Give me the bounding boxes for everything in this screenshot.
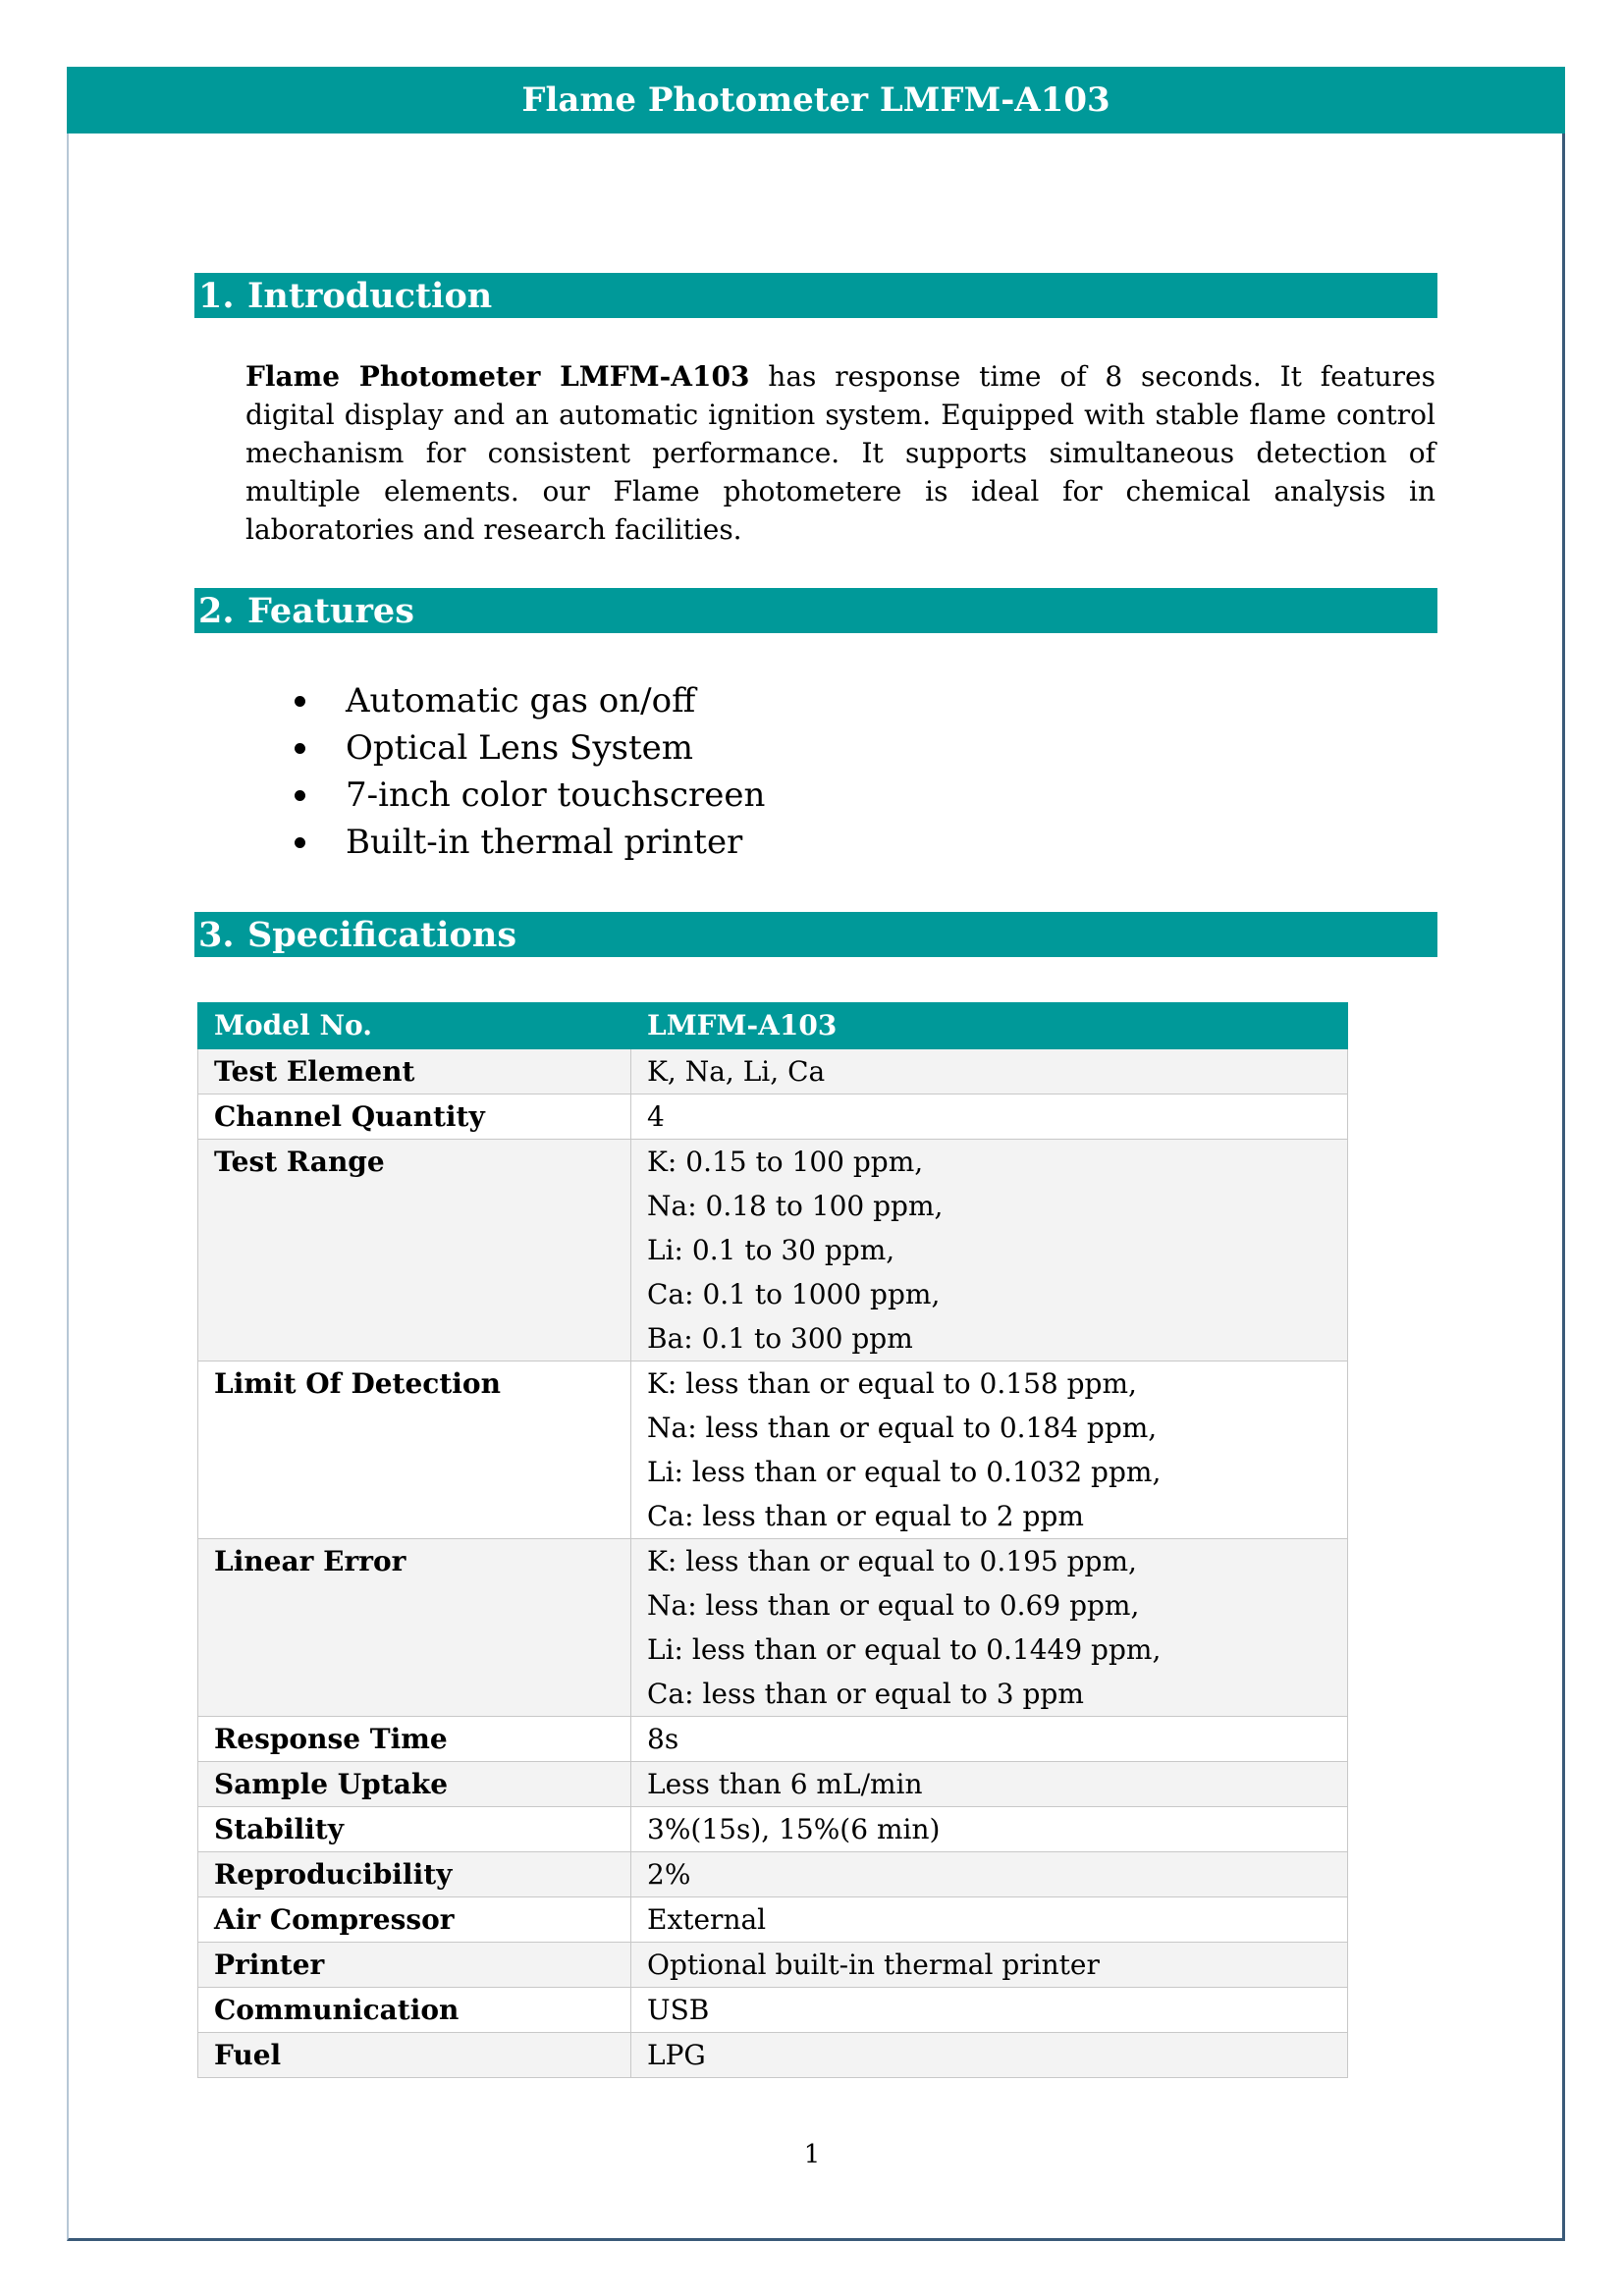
table-row [198, 1095, 1348, 1140]
spec-key-cell: Printer [198, 1943, 631, 1988]
section-number: 1. [198, 275, 235, 316]
table-row [198, 1717, 1348, 1762]
section-number: 3. [198, 914, 235, 955]
page-number: 1 [803, 2140, 821, 2169]
spec-value-line: 3%(15s), 15%(6 min) [647, 1813, 941, 1845]
spec-value-cell [631, 1362, 1348, 1539]
document-title-text: Flame Photometer LMFM-A103 [521, 80, 1110, 120]
table-header-key: Model No. [198, 1003, 631, 1049]
table-row [198, 1362, 1348, 1539]
spec-value-line: K: less than or equal to 0.195 ppm, [647, 1545, 1137, 1577]
feature-text: Automatic gas on/off [346, 681, 696, 721]
spec-value-line: K: less than or equal to 0.158 ppm, [647, 1367, 1137, 1400]
list-item [295, 724, 765, 772]
section-header-specifications [194, 912, 1437, 957]
table-row [198, 1897, 1348, 1943]
spec-value-line: 2% [647, 1858, 691, 1891]
bullet-icon [295, 743, 305, 754]
spec-value-line: LPG [647, 2039, 706, 2071]
spec-value-cell [631, 1807, 1348, 1852]
spec-value-line: Ba: 0.1 to 300 ppm [647, 1322, 913, 1355]
spec-key-cell: Fuel [198, 2033, 631, 2078]
spec-value-line: Less than 6 mL/min [647, 1768, 923, 1800]
spec-value-line: Ca: 0.1 to 1000 ppm, [647, 1278, 941, 1310]
list-item [295, 772, 765, 819]
table-row [198, 1852, 1348, 1897]
spec-value-line: USB [647, 1994, 710, 2026]
section-title: Introduction [247, 275, 493, 316]
introduction-body: has response time of 8 seconds. It features digital display and an automatic ignition system. Equipped with stable flame control mechanism for consistent performance. It supports simultaneous detection of multiple elements. our Flame photometere is ideal for chemical analysis in laboratories and research facilities. [245, 360, 1435, 546]
list-item [295, 677, 765, 724]
bullet-icon [295, 837, 305, 848]
spec-key-cell: Channel Quantity [198, 1095, 631, 1140]
bullet-icon [295, 790, 305, 801]
table-row [198, 1807, 1348, 1852]
table-row [198, 1539, 1348, 1717]
section-number: 2. [198, 590, 235, 631]
spec-value-cell [631, 2033, 1348, 2078]
spec-value-line: 8s [647, 1723, 679, 1755]
list-item [295, 819, 765, 866]
spec-value-line: Li: less than or equal to 0.1032 ppm, [647, 1456, 1162, 1488]
spec-value-line: Ca: less than or equal to 3 ppm [647, 1678, 1084, 1710]
feature-text: 7-inch color touchscreen [346, 775, 766, 815]
features-list [295, 677, 765, 866]
spec-value-line: 4 [647, 1100, 665, 1133]
spec-value-cell [631, 1988, 1348, 2033]
spec-value-line: Optional built-in thermal printer [647, 1949, 1100, 1981]
spec-value-cell [631, 1140, 1348, 1362]
spec-key-cell: Reproducibility [198, 1852, 631, 1897]
table-body [198, 1049, 1348, 2078]
table-header-value: LMFM-A103 [631, 1003, 1348, 1049]
specifications-table [197, 1002, 1348, 2078]
section-header-introduction [194, 273, 1437, 318]
spec-value-line: K, Na, Li, Ca [647, 1055, 826, 1088]
spec-value-cell [631, 1717, 1348, 1762]
bullet-icon [295, 696, 305, 707]
spec-value-cell [631, 1897, 1348, 1943]
spec-value-line: Li: 0.1 to 30 ppm, [647, 1234, 895, 1266]
spec-key-cell: Communication [198, 1988, 631, 2033]
spec-value-line: External [647, 1903, 767, 1936]
table-header-row [198, 1003, 1348, 1049]
spec-key-cell: Limit Of Detection [198, 1362, 631, 1539]
table-row [198, 1988, 1348, 2033]
table-row [198, 1140, 1348, 1362]
feature-text: Built-in thermal printer [346, 823, 743, 862]
spec-key-cell: Sample Uptake [198, 1762, 631, 1807]
spec-value-line: Na: 0.18 to 100 ppm, [647, 1190, 944, 1222]
spec-value-cell [631, 1852, 1348, 1897]
spec-key-cell: Response Time [198, 1717, 631, 1762]
feature-text: Optical Lens System [346, 728, 693, 768]
introduction-lead: Flame Photometer LMFM-A103 [245, 360, 750, 393]
spec-value-cell [631, 1539, 1348, 1717]
section-title: Features [247, 590, 414, 631]
spec-value-line: Na: less than or equal to 0.184 ppm, [647, 1412, 1158, 1444]
table-row [198, 1762, 1348, 1807]
spec-value-line: K: 0.15 to 100 ppm, [647, 1146, 924, 1178]
spec-value-line: Ca: less than or equal to 2 ppm [647, 1500, 1084, 1532]
spec-key-cell: Linear Error [198, 1539, 631, 1717]
section-title: Specifications [247, 914, 517, 955]
spec-value-cell [631, 1095, 1348, 1140]
spec-value-cell [631, 1049, 1348, 1095]
spec-value-line: Li: less than or equal to 0.1449 ppm, [647, 1633, 1162, 1666]
section-header-features [194, 588, 1437, 633]
spec-value-cell [631, 1943, 1348, 1988]
table-row [198, 1049, 1348, 1095]
spec-key-cell: Test Range [198, 1140, 631, 1362]
spec-key-cell: Stability [198, 1807, 631, 1852]
spec-value-line: Na: less than or equal to 0.69 ppm, [647, 1589, 1140, 1622]
spec-key-cell: Air Compressor [198, 1897, 631, 1943]
table-row [198, 2033, 1348, 2078]
table-row [198, 1943, 1348, 1988]
spec-key-cell: Test Element [198, 1049, 631, 1095]
document-title [67, 67, 1565, 133]
spec-value-cell [631, 1762, 1348, 1807]
introduction-paragraph [245, 357, 1435, 549]
